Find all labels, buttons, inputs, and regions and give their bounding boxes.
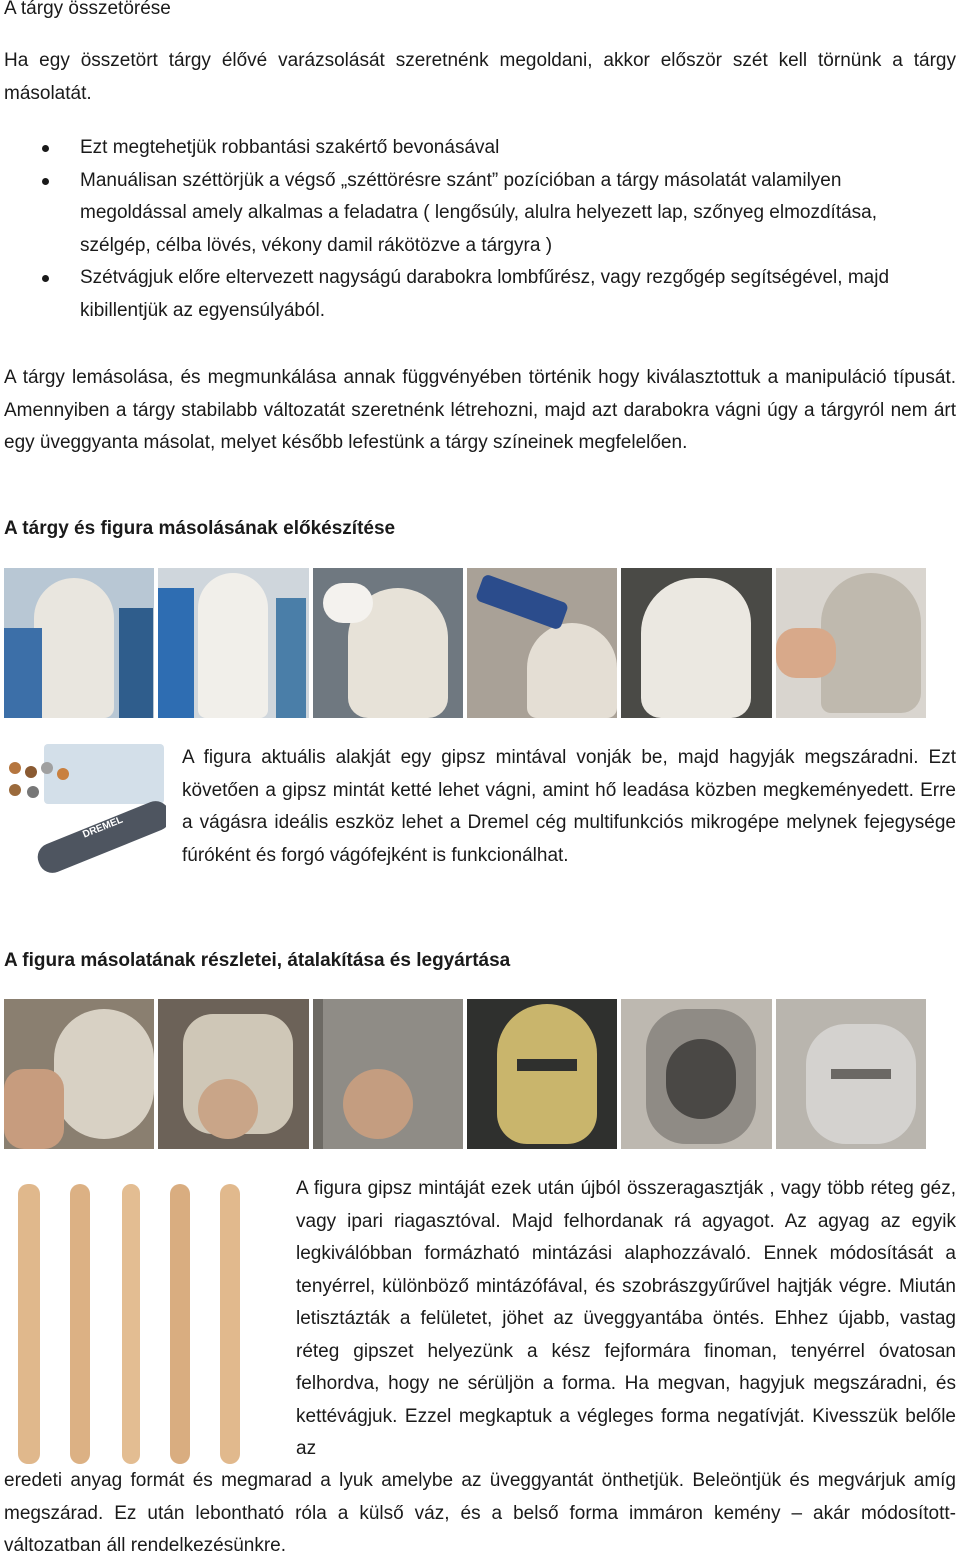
section-heading-breaking: A tárgy összetörése bbox=[4, 0, 171, 19]
photo-plaster-body bbox=[4, 568, 154, 718]
bullet-icon bbox=[42, 178, 49, 185]
production-photo-strip bbox=[4, 999, 926, 1149]
list-item: Manuálisan széttörjük a végső „széttörésre szánt” pozícióban a tárgy másolatát valamilyen megoldással amely alkalmas a feladatra ( lengősúly, alulra helyezett lap, szőnyeg elmozdítása, szélgép, célba lövés, vékony damil rákötözve a tárgyra ) bbox=[0, 165, 960, 263]
method-list bbox=[0, 132, 960, 327]
photo-plaster-head bbox=[313, 568, 463, 718]
list-item: Szétvágjuk előre eltervezett nagyságú darabokra lombfűrész, vagy rezgőgép segítségével, majd kibillentjük az egyensúlyából. bbox=[0, 262, 960, 327]
production-paragraph-side: A figura gipsz mintáját ezek után újból összeragasztják , vagy több réteg géz, vagy ipari riagasztóval. Majd felhordanak rá agyagot. Az agyag az egyik legkiválóbban formázható mintázási alaphozzávaló. Ennek módosítását a tenyérrel, különböző mintázófával, és szobrászgyűrűvel hajtják végre. Miután letisztázták a felületet, jöhet az üveggyantába öntés. Ehhez újabb, vastag réteg gipszet helyezünk a kész fejformára finoman, tenyérrel óvatosan felhordva, hogy ne sérüljön a forma. Ha megvan, hagyjuk megszáradni, és kettévágjuk. Ezzel megkaptuk a végleges forma negatívját. Kivesszük belőle az bbox=[296, 1178, 956, 1459]
copy-paragraph: A tárgy lemásolása, és megmunkálása annak függvényében történik hogy kiválasztottuk a manipuláció típusát. Amennyiben a tárgy stabilabb változatát szeretnénk létrehozni, majd azt darabokra vágni úgy a tárgyról nem árt egy üveggyanta másolat, melyet később lefestünk a tárgy színeinek megfelelően. bbox=[4, 367, 956, 453]
dremel-brand-label: DREMEL bbox=[81, 814, 125, 841]
production-paragraph-full: eredeti anyag formát és megmarad a lyuk amelybe az üveggyantát önthetjük. Beleöntjük és megvárjuk amíg megszárad. Ez után lebontható róla a külső váz, és a belső forma immáron kemény – akár módosított- változatban áll rendelkezésünkre. bbox=[4, 1470, 956, 1556]
photo-iron-helmet bbox=[467, 999, 617, 1149]
photo-heat-gun bbox=[467, 568, 617, 718]
dremel-tool-image bbox=[4, 742, 166, 880]
photo-fine-detail bbox=[313, 999, 463, 1149]
photo-sculpting-clay bbox=[4, 999, 154, 1149]
photo-cast-helmet bbox=[776, 999, 926, 1149]
photo-helmet-carving bbox=[158, 999, 308, 1149]
preparation-paragraph: A figura aktuális alakját egy gipsz mintával vonják be, majd hagyják megszáradni. Ezt követően a gipsz mintát ketté lehet vágni, amint hő leadása közben megkeményedett. Erre a vágásra ideális eszköz lehet a Dremel cég multifunkciós mikrogépe melynek fejegysége fúróként és forgó vágófejként is funkcionálhat. bbox=[182, 747, 956, 866]
photo-plaster-mask bbox=[776, 568, 926, 718]
bullet-icon bbox=[42, 145, 49, 152]
list-item: Ezt megtehetjük robbantási szakértő bevonásával bbox=[0, 132, 960, 165]
preparation-photo-strip bbox=[4, 568, 926, 718]
photo-mold-negative bbox=[621, 999, 771, 1149]
section-heading-production: A figura másolatának részletei, átalakítása és legyártása bbox=[4, 950, 511, 971]
photo-plaster-face bbox=[621, 568, 771, 718]
sculpting-tools-image bbox=[4, 1178, 276, 1466]
section-heading-preparation: A tárgy és figura másolásának előkészítése bbox=[4, 518, 396, 539]
intro-paragraph: Ha egy összetört tárgy élővé varázsolását szeretnénk megoldani, akkor először szét kell törnünk a tárgy másolatát. bbox=[4, 50, 956, 104]
bullet-icon bbox=[42, 275, 49, 282]
photo-plaster-wrap bbox=[158, 568, 308, 718]
